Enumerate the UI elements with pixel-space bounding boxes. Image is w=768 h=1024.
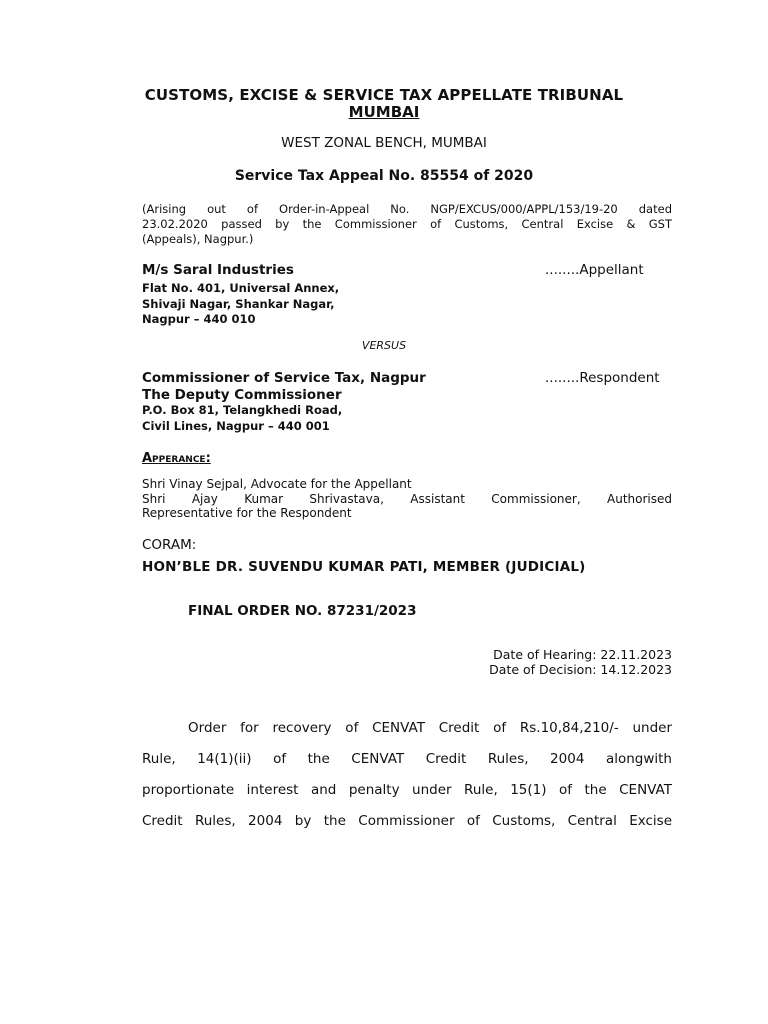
body-line: Credit Rules, 2004 by the Commissioner of Customs, Central Excise [142,813,672,829]
body-line: proportionate interest and penalty under Rule, 15(1) of the CENVAT [142,782,672,798]
versus-label: VERSUS [361,339,407,352]
address-line: P.O. Box 81, Telangkhedi Road, [142,403,343,417]
appearance-paragraph [142,477,672,521]
respondent-address [142,403,342,434]
tribunal-title: CUSTOMS, EXCISE & SERVICE TAX APPELLATE TRIBUNAL [144,86,624,104]
address-line: Flat No. 401, Universal Annex, [142,281,340,295]
body-line: Order for recovery of CENVAT Credit of Rs.10,84,210/- under [188,720,672,736]
respondent-role: ........Respondent [545,370,660,386]
appeal-number: Service Tax Appeal No. 85554 of 2020 [234,168,534,184]
appearance-line: Shri Ajay Kumar Shrivastava, Assistant Commissioner, Authorised [142,491,672,506]
arising-line: (Appeals), Nagpur.) [142,232,254,246]
address-line: Nagpur – 440 010 [142,312,256,326]
address-line: Shivaji Nagar, Shankar Nagar, [142,296,335,311]
arising-line: (Arising out of Order-in-Appeal No. NGP/EXCUS/000/APPL/153/19-20 dated [142,202,672,216]
bench-name: WEST ZONAL BENCH, MUMBAI [281,135,487,151]
appearance-line: Representative for the Respondent [142,506,352,520]
date-of-decision: Date of Decision: 14.12.2023 [489,662,672,677]
address-line: Civil Lines, Nagpur – 440 001 [142,418,330,433]
date-of-hearing: Date of Hearing: 22.11.2023 [493,647,672,662]
order-body-paragraph [142,713,672,837]
arising-paragraph [142,202,672,247]
respondent-name: Commissioner of Service Tax, Nagpur [142,370,426,386]
appellant-name: M/s Saral Industries [142,262,294,278]
appellant-role: ........Appellant [545,262,644,278]
respondent-sub-name: The Deputy Commissioner [142,387,342,403]
appearance-heading: Apperance: [142,451,211,466]
appearance-line: Shri Vinay Sejpal, Advocate for the Appellant [142,477,412,491]
coram-member: HON’BLE DR. SUVENDU KUMAR PATI, MEMBER (JUDICIAL) [142,559,586,575]
appellant-address [142,281,339,328]
body-line: Rule, 14(1)(ii) of the CENVAT Credit Rules, 2004 alongwith [142,751,672,767]
tribunal-city: MUMBAI [348,103,420,121]
arising-line: 23.02.2020 passed by the Commissioner of Customs, Central Excise & GST [142,217,672,231]
coram-label: CORAM: [142,537,197,553]
final-order-number: FINAL ORDER NO. 87231/2023 [188,603,417,619]
